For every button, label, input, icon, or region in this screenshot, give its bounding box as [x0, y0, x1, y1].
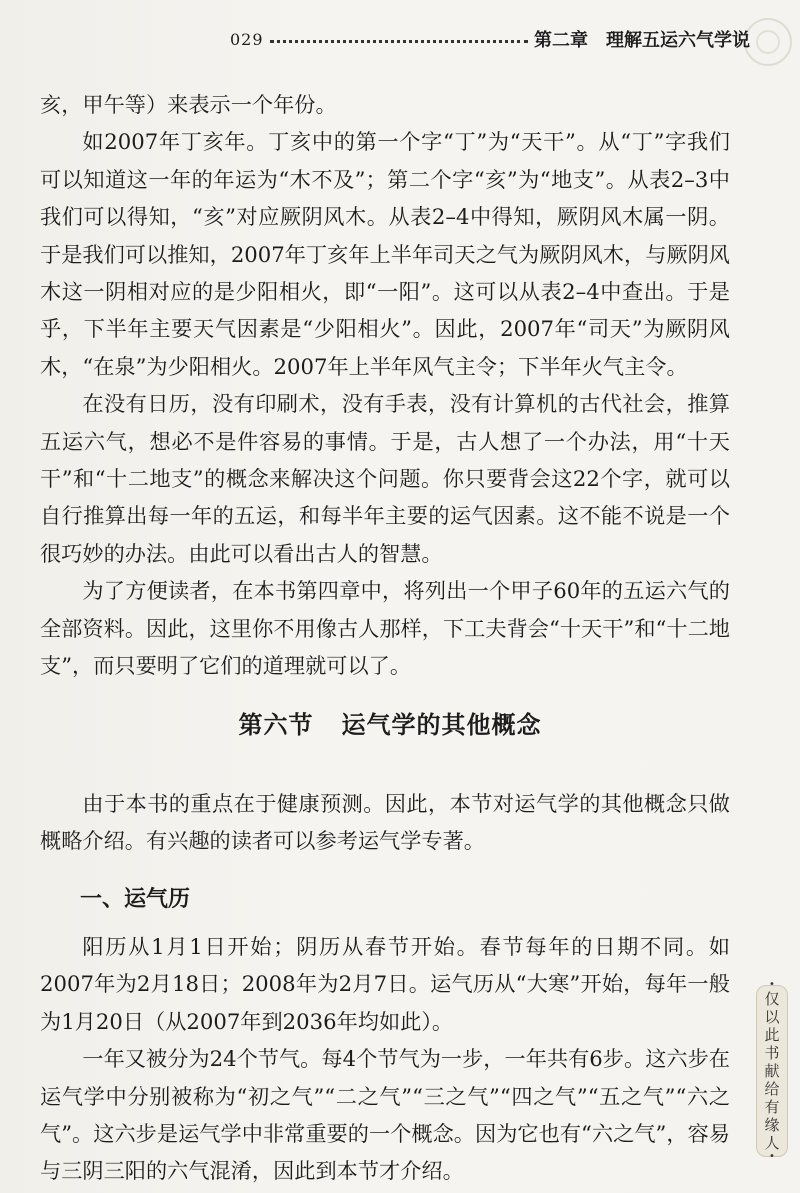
- section-heading: [0, 705, 780, 740]
- paragraph: 为了方便读者，在本书第四章中，将列出一个甲子60年的五运六气的全部资料。因此，这里你不用像古人那样，下工夫背会“十天干”和“十二地支”，而只要明了它们的道理就可以了。: [40, 578, 730, 679]
- section-number: 第六节: [238, 711, 314, 739]
- paragraph: 一年又被分为24个节气。每4个节气为一步，一年共有6步。这六步在运气学中分别被称为“初之气”“二之气”“三之气”“四之气”“五之气”“六之气”。这六步是运气学中非常重要的一个概念。因为它也有“六之气”，容易与三阴三阳的六气混淆，因此到本节才介绍。: [40, 1046, 730, 1184]
- paragraph: 如2007年丁亥年。丁亥中的第一个字“丁”为“天干”。从“丁”字我们可以知道这一年的年运为“木不及”；第二个字“亥”为“地支”。从表2–3中我们可以得知，“亥”对应厥阴风木。从表2–4中得知，厥阴风木属一阴。于是我们可以推知，2007年丁亥年上半年司天之气为厥阴风木，与厥阴风木这一阴相对应的是少阳相火，即“一阳”。这可以从表2–4中查出。于是乎，下半年主要天气因素是“少阳相火”。因此，2007年“司天”为厥阴风木，“在泉”为少阳相火。2007年上半年风气主令；下半年火气主令。: [40, 129, 730, 379]
- chapter-title: 理解五运六气学说: [606, 30, 750, 51]
- paragraph: 由于本书的重点在于健康预测。因此，本节对运气学的其他概念只做概略介绍。有兴趣的读者可以参考运气学专著。: [40, 791, 730, 854]
- decorative-ornament: [744, 18, 792, 66]
- tab-char: 献: [764, 1062, 780, 1080]
- section-title: 运气学的其他概念: [341, 711, 542, 739]
- running-header: [230, 24, 750, 54]
- section-intro: [40, 785, 730, 860]
- body-text-top: [40, 86, 730, 685]
- tab-char: 有: [764, 1098, 780, 1116]
- paragraph: 在没有日历，没有印刷术，没有手表，没有计算机的古代社会，推算五运六气，想必不是件容易的事情。于是，古人想了一个办法，用“十天干”和“十二地支”的概念来解决这个问题。你只要背会这22个字，就可以自行推算出每一年的五运，和每半年主要的运气因素。这不能不说是一个很巧妙的办法。由此可以看出古人的智慧。: [40, 391, 730, 566]
- chapter-label: 第二章: [534, 30, 588, 51]
- dedication-side-tab: [756, 979, 788, 1162]
- tab-char: 此: [764, 1026, 780, 1044]
- body-text-bottom: [40, 928, 730, 1190]
- tab-char: 给: [764, 1080, 780, 1098]
- page-number: 029: [230, 29, 264, 49]
- tab-char: 仅: [764, 990, 780, 1008]
- tab-dot-icon: •: [769, 979, 775, 990]
- paragraph: 亥，甲午等）来表示一个年份。: [40, 92, 337, 117]
- tab-char: 人: [764, 1134, 780, 1152]
- subheading: 一、运气历: [80, 887, 191, 912]
- tab-dot-icon: •: [769, 1151, 775, 1162]
- tab-char: 以: [764, 1008, 780, 1026]
- header-dot-leader: [270, 40, 528, 43]
- paragraph: 阳历从1月1日开始；阴历从春节开始。春节每年的日期不同。如2007年为2月18日；2008年为2月7日。运气历从“大寒”开始，每年一般为1月20日（从2007年到2036年均如此）。: [40, 934, 730, 1034]
- tab-char: 缘: [764, 1116, 780, 1134]
- tab-char: 书: [764, 1044, 780, 1062]
